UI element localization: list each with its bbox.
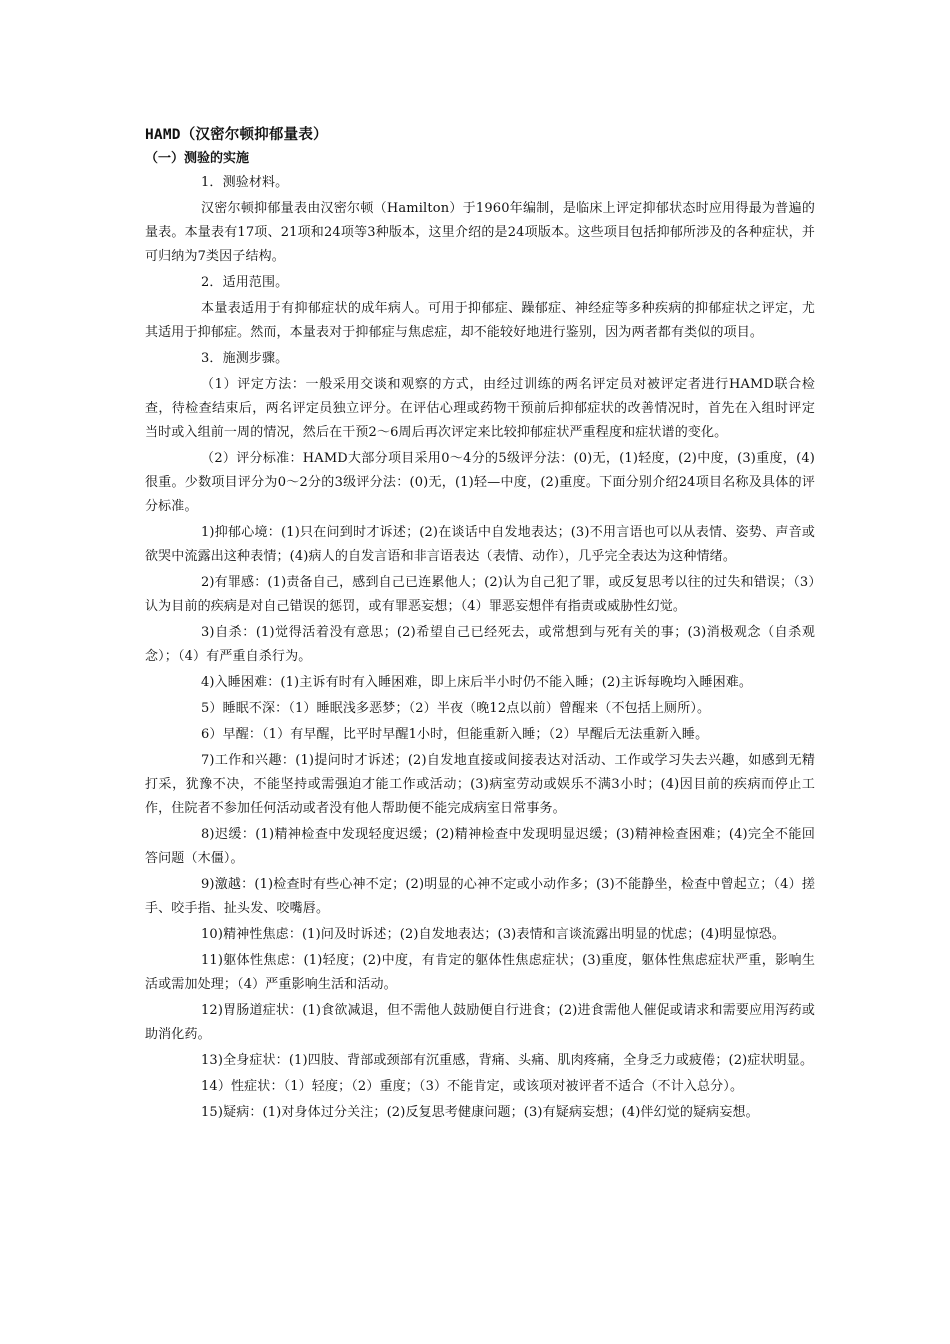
item-retardation: 8)迟缓：(1)精神检查中发现轻度迟缓；(2)精神检查中发现明显迟缓；(3)精神检查困难；(4)完全不能回答问题（木僵）。 xyxy=(145,827,815,866)
item-agitation: 9)激越：(1)检查时有些心神不定；(2)明显的心神不定或小动作多；(3)不能静坐，检查中曾起立；（4）搓手、咬手指、扯头发、咬嘴唇。 xyxy=(145,877,815,916)
item-insomnia-early: 4)入睡困难：(1)主诉有时有入睡困难，即上床后半小时仍不能入睡；(2)主诉每晚均入睡困难。 xyxy=(201,675,753,690)
paragraph-steps-heading: 3．施测步骤。 xyxy=(201,351,289,366)
item-general-somatic: 13)全身症状：(1)四肢、背部或颈部有沉重感，背痛、头痛、肌肉疼痛，全身乏力或疲倦；(2)症状明显。 xyxy=(201,1053,814,1068)
paragraph-scope-heading: 2．适用范围。 xyxy=(201,275,289,290)
item-suicide: 3)自杀：(1)觉得活着没有意思；(2)希望自己已经死去，或常想到与死有关的事；(3)消极观念（自杀观念）；（4）有严重自杀行为。 xyxy=(145,625,815,664)
paragraph-materials-heading: 1．测验材料。 xyxy=(201,175,289,190)
item-depressed-mood: 1)抑郁心境：(1)只在问到时才诉述；(2)在谈话中自发地表达；(3)不用言语也可以从表情、姿势、声音或欲哭中流露出这种表情；(4)病人的自发言语和非言语表达（表情、动作），几乎完全表达为这种情绪。 xyxy=(145,525,815,564)
item-insomnia-late: 6）早醒：（1）有早醒，比平时早醒1小时，但能重新入睡；（2）早醒后无法重新入睡。 xyxy=(201,727,709,742)
item-insomnia-middle: 5）睡眠不深：（1）睡眠浅多恶梦；（2）半夜（晚12点以前）曾醒来（不包括上厕所）。 xyxy=(201,701,711,716)
item-work-interest: 7)工作和兴趣：(1)提问时才诉述；(2)自发地直接或间接表达对活动、工作或学习失去兴趣，如感到无精打采，犹豫不决，不能坚持或需强迫才能工作或活动；(3)病室劳动或娱乐不满3小时；(4)因目前的疾病而停止工作，住院者不参加任何活动或者没有他人帮助便不能完成病室日常事务。 xyxy=(145,753,815,816)
item-psychic-anxiety: 10)精神性焦虑：(1)问及时诉述；(2)自发地表达；(3)表情和言谈流露出明显的忧虑；(4)明显惊恐。 xyxy=(201,927,786,942)
paragraph-rating-method: （1）评定方法：一般采用交谈和观察的方式，由经过训练的两名评定员对被评定者进行HAMD联合检查，待检查结束后，两名评定员独立评分。在评估心理或药物干预前后抑郁症状的改善情况时，首先在入组时评定当时或入组前一周的情况，然后在干预2～6周后再次评定来比较抑郁症状严重程度和症状谱的变化。 xyxy=(145,377,815,440)
item-somatic-anxiety: 11)躯体性焦虑：(1)轻度；(2)中度，有肯定的躯体性焦虑症状；(3)重度，躯体性焦虑症状严重，影响生活或需加处理；（4）严重影响生活和活动。 xyxy=(145,953,815,992)
section-heading: （一）测验的实施 xyxy=(145,151,250,166)
paragraph-scoring-standard: （2）评分标准：HAMD大部分项目采用0～4分的5级评分法：(0)无，(1)轻度，(2)中度，(3)重度，(4)很重。少数项目评分为0～2分的3级评分法：(0)无，(1)轻—中度，(2)重度。下面分别介绍24项目名称及具体的评分标准。 xyxy=(145,451,815,514)
paragraph-scope-body: 本量表适用于有抑郁症状的成年病人。可用于抑郁症、躁郁症、神经症等多种疾病的抑郁症状之评定，尤其适用于抑郁症。然而，本量表对于抑郁症与焦虑症，却不能较好地进行鉴别，因为两者都有类似的项目。 xyxy=(145,301,815,340)
item-gastrointestinal: 12)胃肠道症状：(1)食欲减退，但不需他人鼓励便自行进食；(2)进食需他人催促或请求和需要应用泻药或助消化药。 xyxy=(145,1003,815,1042)
item-hypochondriasis: 15)疑病：(1)对身体过分关注；(2)反复思考健康问题；(3)有疑病妄想；(4)伴幻觉的疑病妄想。 xyxy=(201,1105,759,1120)
item-guilt: 2)有罪感：(1)责备自己，感到自己已连累他人；(2)认为自己犯了罪，或反复思考以往的过失和错误；（3）认为目前的疾病是对自己错误的惩罚，或有罪恶妄想；（4）罪恶妄想伴有指责或威胁性幻觉。 xyxy=(145,575,815,614)
document-page xyxy=(145,123,815,1127)
paragraph-materials-body: 汉密尔顿抑郁量表由汉密尔顿（Hamilton）于1960年编制，是临床上评定抑郁状态时应用得最为普遍的量表。本量表有17项、21项和24项等3种版本，这里介绍的是24项版本。这些项目包括抑郁所涉及的各种症状，并可归纳为7类因子结构。 xyxy=(145,201,815,264)
item-genital-symptoms: 14）性症状：（1）轻度；（2）重度；（3）不能肯定，或该项对被评者不适合（不计入总分）。 xyxy=(201,1079,744,1094)
document-title: HAMD（汉密尔顿抑郁量表） xyxy=(145,127,328,143)
